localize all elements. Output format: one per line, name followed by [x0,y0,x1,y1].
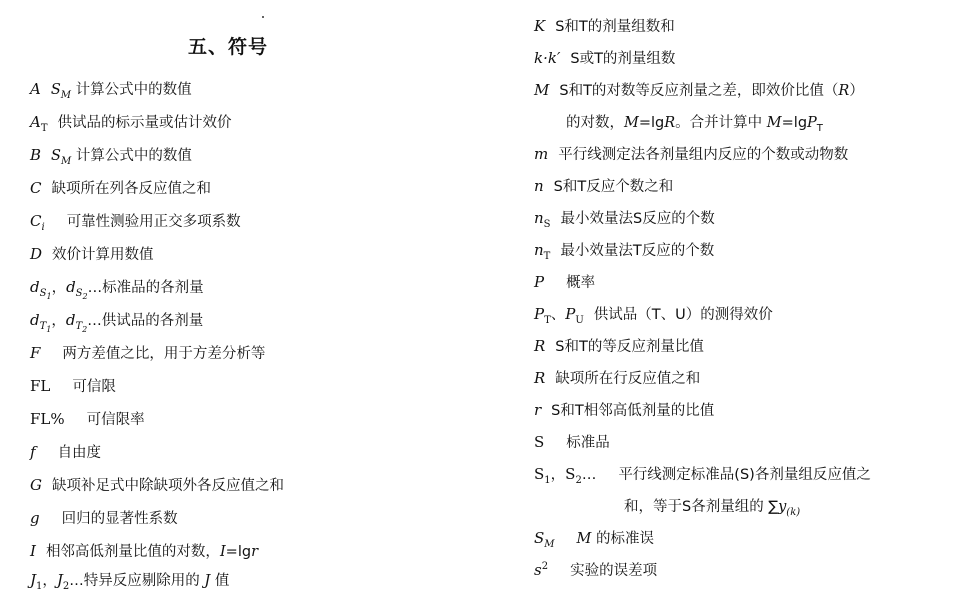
symbol-entry [534,238,714,262]
symbol-description: 效价计算用数值 [52,247,154,263]
symbol-entry [534,78,864,102]
symbol-entry [30,209,241,233]
symbol: S [534,433,545,451]
symbol-description: 标准品 [566,435,610,451]
symbol: $n_S$ [534,209,551,230]
symbol: $S_1$，$S_2\dots$ [534,465,597,486]
symbol-entry: $d_{S_1}$，$d_{S_2}\dots$标准品的各剂量 [30,278,204,301]
symbol: C [30,179,42,197]
stray-dot [262,16,264,18]
symbol-description: 可信限率 [86,412,145,428]
symbol-entry [30,77,192,101]
symbol-description: 缺项补足式中除缺项外各反应值之和 [51,478,284,494]
symbol-entry [534,206,715,230]
symbol: B [30,146,42,164]
symbol-entry [534,366,700,390]
symbol-description: 平行线测定法各剂量组内反应的个数或动物数 [558,147,849,163]
symbol-entry-continued [534,494,800,518]
symbol-entry: $d_{T_1}$，$d_{T_2}\dots$供试品的各剂量 [30,311,204,334]
symbol-entry [534,270,595,294]
symbol: r [534,401,542,419]
symbol-entry [534,174,673,198]
symbol: $A_T$ [30,113,48,134]
symbol: g [30,509,40,527]
symbol-entry [534,14,675,38]
symbol: R [534,337,546,355]
symbol-entry [30,374,116,398]
symbol-description: 最小效量法S反应的个数 [560,211,715,227]
symbol-entry [534,334,704,358]
symbol-entry [534,302,773,326]
symbol: F [30,344,41,362]
symbol: m [534,145,549,163]
symbol-description: 和，等于S各剂量组的 $\sum y_{(k)}$ [624,499,801,518]
symbol-description: 缺项所在列各反应值之和 [51,181,211,197]
symbol-entry [30,473,284,497]
symbol-description: 回归的显著性系数 [61,511,178,527]
symbol-entry [30,176,211,200]
symbol: M [534,81,550,99]
symbol: $d_{T_1}$ [30,311,52,334]
symbol-entry [30,143,192,167]
symbol-entry [30,242,154,266]
symbol-description: S和T的等反应剂量比值 [555,339,704,355]
symbol-entry [30,539,258,563]
symbol-entry [534,430,610,454]
symbol-entry [30,110,232,134]
symbol-entry [534,462,871,486]
symbol-description: 缺项所在行反应值之和 [555,371,701,387]
symbol: $S_M$ [534,529,555,550]
symbol-entry [534,398,714,422]
symbol: $P_T$、$P_U$ [534,305,584,326]
symbol: $n_T$ [534,241,551,262]
symbol-entry [534,526,654,550]
symbol-description: 相邻高低剂量比值的对数，I=lgr [45,544,258,560]
symbol-description: 供试品的标示量或估计效价 [57,115,232,131]
section-title: 五、符号 [188,36,269,58]
symbol-description: 平行线测定标准品(S)各剂量组反应值之 [618,467,871,483]
symbol-description: 可信限 [72,379,116,395]
symbol: A [30,80,41,98]
symbol: $s^2$ [534,561,549,579]
symbol: $C_i$ [30,212,45,233]
symbol-description: $S_M$ 计算公式中的数值 [51,148,192,167]
symbol-description: S和T相邻高低剂量的比值 [551,403,715,419]
symbol-description: 两方差值之比，用于方差分析等 [62,346,266,362]
symbol-description: $S_M$ 计算公式中的数值 [50,82,192,101]
symbol-description: 实验的误差项 [570,563,658,579]
symbol: f [30,443,36,461]
symbol: K [534,17,546,35]
symbol-description: S和T的对数等反应剂量之差，即效价比值（R） [559,83,864,99]
symbol-entry [30,341,265,365]
symbol-entry [534,46,675,70]
symbol-description: 概率 [566,275,596,291]
symbol: FL% [30,410,65,428]
symbol-description: S和T的剂量组数和 [555,19,675,35]
symbol-description: 供试品（T、U）的测得效价 [593,307,773,323]
symbol: D [30,245,43,263]
symbol: P [534,273,545,291]
symbol-description: S或T的剂量组数 [570,51,676,67]
symbol-description: 的对数，M=lgR。合并计算中 M=lgP$_T$ [566,115,823,134]
symbol: G [30,476,42,494]
symbol-entry [534,558,657,582]
symbol-description: M 的标准误 [576,531,654,547]
symbol-description: S和T反应个数之和 [553,179,674,195]
symbol-description: 供试品的各剂量 [101,313,204,329]
symbol-entry [30,506,178,530]
symbol: R [534,369,546,387]
symbol-description: 自由度 [57,445,102,461]
symbol: $d_{S_1}$ [30,278,52,301]
symbol-entry [534,142,848,166]
symbol: FL [30,377,51,395]
symbol-entry: $J_1$，$J_2\dots$特异反应剔除用的 J 值 [30,571,230,592]
symbol: I [30,542,36,560]
symbol-description: 特异反应剔除用的 J 值 [83,573,230,589]
symbol-description: 标准品的各剂量 [102,280,204,296]
symbol-entry-continued [534,110,823,134]
symbol-entry [30,440,101,464]
symbol: k·k′ [534,49,561,67]
symbol-description: 最小效量法T反应的个数 [560,243,715,259]
symbol-entry [30,407,145,431]
symbol: $J_1$ [30,571,43,592]
symbol: n [534,177,544,195]
symbol-description: 可靠性测验用正交多项系数 [66,214,241,230]
